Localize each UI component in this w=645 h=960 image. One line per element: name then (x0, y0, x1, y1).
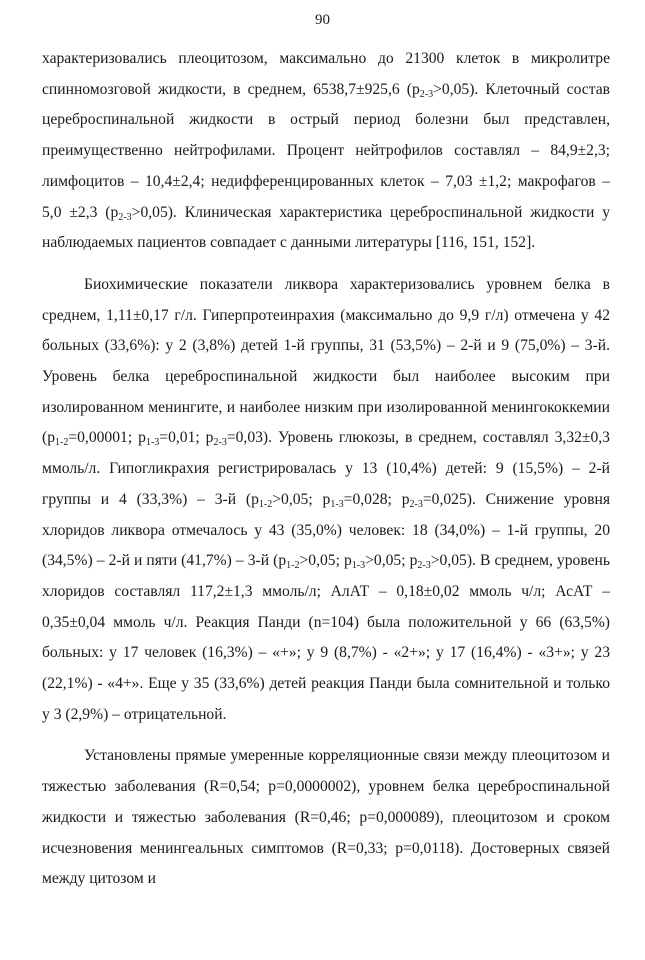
text-run: >0,05). Клиническая характеристика цереброспинальной жидкости у наблюдаемых пациентов совпадает с данными литературы [116, 151, 152]. (42, 203, 610, 252)
p-value-subscript: 2-3 (118, 211, 132, 223)
p-value-subscript: 2-3 (417, 560, 431, 572)
p-value-subscript: 1-2 (55, 437, 69, 449)
text-run: >0,05; p (272, 490, 331, 508)
body-text (42, 44, 610, 895)
text-run: характеризовались плеоцитозом, максимально до 21300 клеток в микролитре спинномозговой жидкости, в среднем, 6538,7±925,6 (p (42, 50, 610, 98)
paragraph-spacer (42, 730, 610, 741)
text-run: >0,05; p (299, 552, 352, 570)
p-value-subscript: 1-3 (330, 498, 344, 510)
p-value-subscript: 1-3 (145, 437, 160, 449)
text-run: =0,00001; p (68, 429, 146, 447)
text-run: Установлены прямые умеренные корреляционные связи между плеоцитозом и тяжестью заболевания (R=0,54; p=0,0000002), уровнем белка цереброспинальной жидкости и тяжестью заболевания (R=0,46; p=0,000089), плеоцитозом и сроком исчезновения менингеальных симптомов (R=0,33; p=0,0118). Достоверных связей между цитозом и (42, 747, 610, 888)
text-run: =0,03). Уровень глюкозы, в среднем, составлял 3,32±0,3 ммоль/л. Гипогликрахия регистрировалась у 13 (10,4%) детей: 9 (15,5%) – 2-й группы и 4 (33,3%) – 3-й (p (42, 429, 610, 508)
paragraph-biochemistry (42, 270, 610, 731)
paragraph-csf-cell-composition (42, 44, 610, 259)
text-run: =0,028; p (343, 490, 410, 508)
p-value-subscript: 1-2 (286, 560, 300, 572)
text-run: >0,05). Клеточный состав цереброспинальной жидкости в острый период болезни был представлен, преимущественно нейтрофилами. Процент нейтрофилов составлял – 84,9±2,3; лимфоцитов – 10,4±2,4; недифференцированных клеток – 7,03 ±1,2; макрофагов – 5,0 ±2,3 (p (42, 80, 610, 221)
p-value-subscript: 1-3 (351, 560, 366, 572)
paragraph-spacer (42, 259, 610, 270)
p-value-subscript: 2-3 (409, 498, 423, 510)
p-value-subscript: 2-3 (419, 88, 434, 100)
text-run: >0,05; p (365, 552, 418, 570)
page-number: 90 (315, 12, 330, 28)
text-run: >0,05). В среднем, уровень хлоридов составлял 117,2±1,3 ммоль/л; АлАТ – 0,18±0,02 ммоль ч/л; АсАТ – 0,35±0,04 ммоль ч/л. Реакция Панди (n=104) была положительной у 66 (63,5%) больных: у 17 человек (16,3%) – «+»; у 9 (8,7%) - «2+»; у 17 (16,4%) - «3+»; у 23 (22,1%) - «4+». Еще у 35 (33,6%) детей реакция Панди была сомнительной и только у 3 (2,9%) – отрицательной. (42, 552, 610, 723)
text-run: Биохимические показатели ликвора характеризовались уровнем белка в среднем, 1,11±0,17 г/л. Гиперпротеинрахия (максимально до 9,9 г/л) отмечена у 42 больных (33,6%): у 2 (3,8%) детей 1-й группы, 31 (53,5%) – 2-й и 9 (75,0%) – 3-й. Уровень белка цереброспинальной жидкости был наиболее высоким при изолированном менингите, и наиболее низким при изолированной менингококкемии (p (42, 275, 610, 447)
p-value-subscript: 1-2 (258, 498, 273, 510)
text-run: =0,025). Снижение уровня хлоридов ликвора отмечалось у 43 (35,0%) человек: 18 (34,0%) – 1-й группы, 20 (34,5%) – 2-й и пяти (41,7%) – 3-й (p (42, 490, 610, 570)
p-value-subscript: 2-3 (213, 437, 227, 449)
text-run: =0,01; p (159, 429, 214, 447)
paragraph-correlations (42, 741, 610, 895)
